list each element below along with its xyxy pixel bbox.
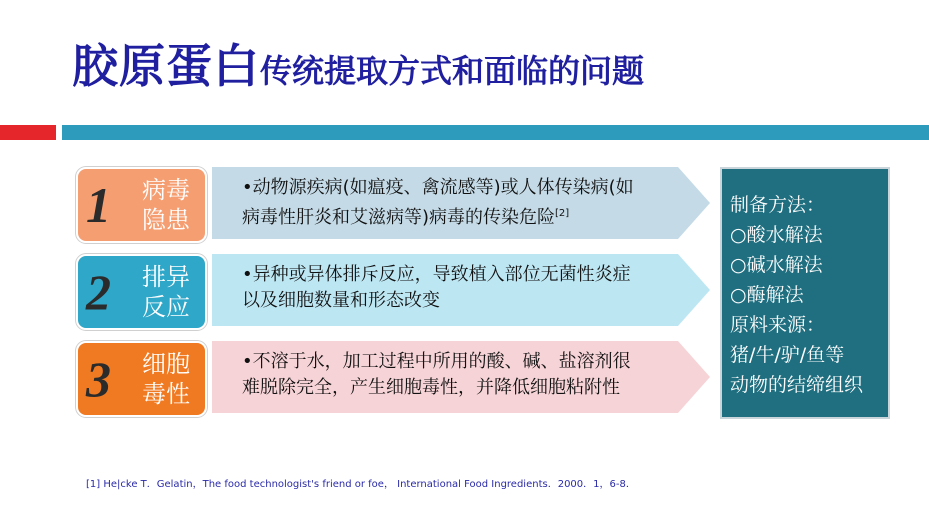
badge-label	[130, 349, 202, 409]
alkali-hydrolysis-item: ○碱水解法	[730, 254, 823, 276]
badge-cytotoxicity	[76, 341, 207, 417]
arrow-text-line1: •不溶于水，加工过程中所用的酸、碱、盐溶剂很	[242, 351, 631, 372]
arrow-text-line1: •动物源疾病(如瘟疫、禽流感等)或人体传染病(如	[242, 177, 634, 198]
title-main: 胶原蛋白	[72, 39, 260, 93]
badge-rejection	[76, 254, 207, 330]
material-source-heading: 原料来源：	[730, 314, 826, 336]
badge-label	[130, 262, 202, 322]
badge-number: 3	[86, 351, 111, 407]
badge-number: 1	[86, 177, 111, 233]
arrow-text-line1: •异种或异体排斥反应，导致植入部位无菌性炎症	[242, 264, 631, 285]
badge-label-line1: 细胞	[142, 350, 190, 378]
reference-mark: [2]	[555, 208, 570, 219]
reference-footnote: [1] He|cke T．Gelatin，The food technologist's friend or foe， International Food Ingredients．2000．1，6-8．	[86, 479, 636, 490]
badge-label-line2: 反应	[142, 293, 190, 321]
badge-label-line2: 隐患	[142, 206, 190, 234]
badge-virus-risk	[76, 167, 207, 243]
badge-label-line1: 病毒	[142, 176, 190, 204]
animal-list: 猪/牛/驴/鱼等	[730, 344, 845, 366]
slide-title	[72, 30, 644, 96]
acid-hydrolysis-item: ○酸水解法	[730, 224, 823, 246]
teal-divider-bar	[62, 125, 929, 140]
preparation-info-box	[720, 167, 890, 419]
badge-number: 2	[86, 264, 111, 320]
arrow-text	[242, 262, 687, 314]
red-accent-bar	[0, 125, 56, 140]
connective-tissue-item: 动物的结缔组织	[730, 374, 864, 396]
badge-label	[130, 175, 202, 235]
arrow-text-line2-body: 病毒性肝炎和艾滋病等)病毒的传染危险	[242, 207, 556, 228]
arrow-text-line2: 以及细胞数量和形态改变	[242, 290, 440, 311]
arrow-text-line2	[242, 201, 687, 231]
enzyme-hydrolysis-item: ○酶解法	[730, 284, 804, 306]
arrow-text	[242, 349, 687, 401]
badge-label-line1: 排异	[142, 263, 190, 291]
title-rest: 传统提取方式和面临的问题	[260, 52, 645, 90]
badge-label-line2: 毒性	[142, 380, 190, 408]
prep-method-heading: 制备方法：	[730, 194, 826, 216]
arrow-text	[242, 175, 687, 231]
arrow-text-line2: 难脱除完全，产生细胞毒性，并降低细胞粘附性	[242, 377, 620, 398]
